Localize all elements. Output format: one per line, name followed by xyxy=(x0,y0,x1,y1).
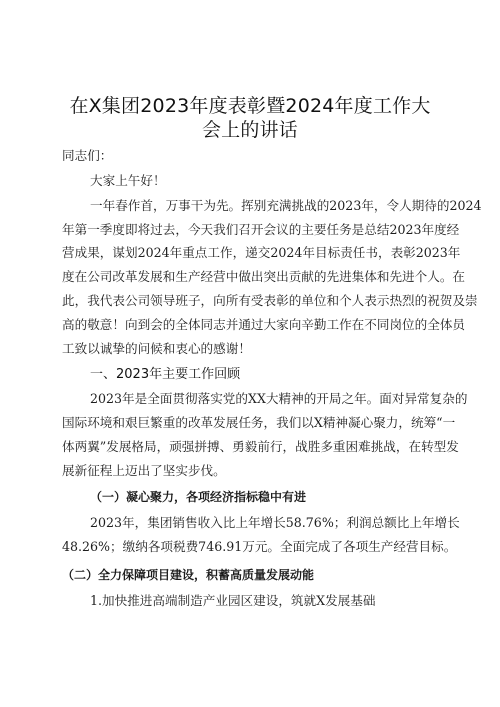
salutation: 同志们： xyxy=(62,148,113,163)
intro-line: 高的敬意！向到会的全体同志并通过大家向辛勤工作在不同岗位的全体员 xyxy=(62,317,465,332)
section-paragraph-line: 2023年是全面贯彻落实党的XX大精神的开局之年。面对异常复杂的 xyxy=(90,391,468,406)
speech-title-line-2: 会上的讲话 xyxy=(201,119,298,141)
section-paragraph-line: 展新征程上迈出了坚实步伐。 xyxy=(62,463,226,478)
intro-line: 工致以诚挚的问候和衷心的感谢！ xyxy=(62,341,251,356)
greeting: 大家上午好！ xyxy=(90,173,166,188)
subsection-heading: （二）全力保障项目建设，积蓄高质量发展动能 xyxy=(62,568,315,582)
intro-line: 度在公司改革发展和生产经营中做出突出贡献的先进集体和先进个人。在 xyxy=(62,269,465,284)
section-paragraph-line: 体两翼”发展格局，顽强拼搏、勇毅前行，战胜多重困难挑战，在转型发 xyxy=(62,439,459,454)
list-item: 1.加快推进高端制造产业园区建设，筑就X发展基础 xyxy=(90,593,376,608)
intro-line: 一年春作首，万事干为先。挥别充满挑战的2023年，令人期待的2024 xyxy=(90,198,482,213)
section-heading: 一、2023年主要工作回顾 xyxy=(90,367,241,382)
intro-line: 年第一季度即将过去，今天我们召开会议的主要任务是总结2023年度经 xyxy=(62,222,460,237)
section-paragraph-line: 国际环境和艰巨繁重的改革发展任务，我们以X精神凝心聚力，统筹“一 xyxy=(62,415,456,430)
speech-title-line-1: 在X集团2023年度表彰暨2024年度工作大 xyxy=(69,95,431,117)
subsection-heading: （一）凝心聚力，各项经济指标稳中有进 xyxy=(90,490,307,504)
intro-line: 此，我代表公司领导班子，向所有受表彰的单位和个人表示热烈的祝贺及崇 xyxy=(62,293,478,308)
subsection-paragraph-line: 2023年，集团销售收入比上年增长58.76%；利润总额比上年增长 xyxy=(90,515,460,530)
subsection-paragraph-line: 48.26%；缴纳各项税费746.91万元。全面完成了各项生产经营目标。 xyxy=(62,539,457,554)
intro-line: 营成果，谋划2024年重点工作，递交2024年目标责任书，表彰2023年 xyxy=(62,245,461,260)
